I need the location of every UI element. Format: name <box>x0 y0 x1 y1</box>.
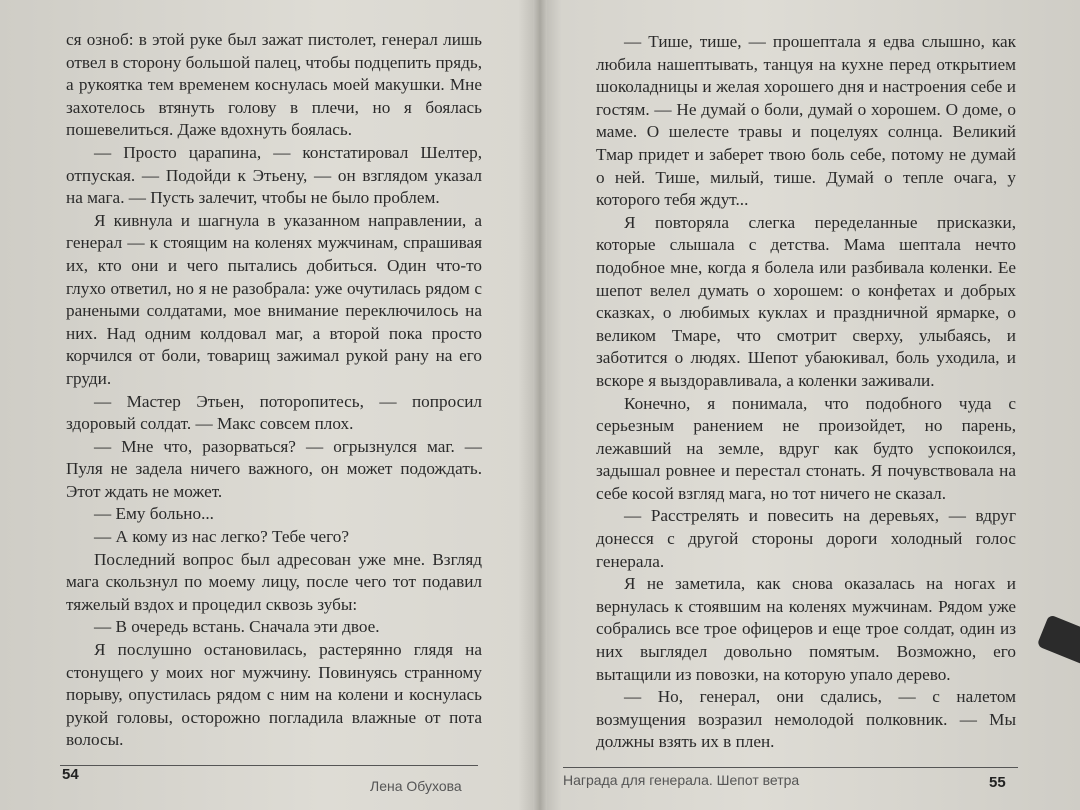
left-page <box>0 0 535 810</box>
paragraph: Последний вопрос был адресован уже мне. Взгляд мага скользнул по моему лицу, после чего тот подавил тяжелый вздох и процедил сквозь зубы: <box>66 549 482 614</box>
footer-divider <box>60 765 478 766</box>
paragraph: Я послушно остановилась, растерянно глядя на стонущего у моих ног мужчину. Повинуясь странному порыву, опустилась рядом с ним на колени и коснулась рукой головы, осторожно погладила влажные от пота волосы. <box>66 640 482 750</box>
page-number: 55 <box>989 774 1006 791</box>
paragraph: — Мастер Этьен, поторопитесь, — попросил здоровый солдат. — Макс совсем плох. <box>66 391 482 434</box>
left-page-text <box>66 29 482 752</box>
page-number: 54 <box>62 766 79 783</box>
paragraph: — Расстрелять и повесить на деревьях, — вдруг донесся с другой стороны дороги холодный голос генерала. <box>596 506 1016 571</box>
paragraph: — В очередь встань. Сначала эти двое. <box>94 617 380 637</box>
running-title: Лена Обухова <box>370 778 462 794</box>
paragraph: ся озноб: в этой руке был зажат пистолет, генерал лишь отвел в сторону большой палец, чтобы подцепить прядь, а рукоятка тем временем коснулась моей макушки. Мне захотелось втянуть голову в плечи, но я боялась пошевелиться. Даже вдохнуть боялась. <box>66 30 483 140</box>
paragraph: — Просто царапина, — констатировал Шелтер, отпуская. — Подойди к Этьену, — он взглядом указал на мага. — Пусть залечит, чтобы не было проблем. <box>66 142 482 208</box>
paragraph: — Но, генерал, они сдались, — с налетом возмущения возразил немолодой полковник. — Мы должны взять их в плен. <box>596 687 1016 752</box>
running-title: Награда для генерала. Шепот ветра <box>563 772 800 788</box>
right-page-text <box>596 31 1016 754</box>
paragraph: Я не заметила, как снова оказалась на ногах и вернулась к стоявшим на коленях мужчинам. Рядом уже собрались все трое офицеров и еще трое солдат, один из них выглядел довольно помятым. Возможно, его вытащили из повозки, на которую упало дерево. <box>596 574 1016 684</box>
paragraph: — Мне что, разорваться? — огрызнулся маг. — Пуля не задела ничего важного, он может подождать. Этот ждать не может. <box>66 436 482 501</box>
paragraph: — Тише, тише, — прошептала я едва слышно, как любила нашептывать, танцуя на кухне перед открытием шоколадницы и желая хорошего дня и настроения себе и гостям. — Не думай о боли, думай о хорошем. О доме, о маме. О шелесте травы и поцелуях солнца. Великий Тмар придет и заберет твою боль себе, потому не думай о ней. Тише, милый, тише. Думай о тепле очага, у которого тебя ждут... <box>596 32 1016 210</box>
paragraph: Я повторяла слегка переделанные присказки, которые слышала с детства. Мама шептала нечто подобное мне, когда я болела или разбивала коленки. Ее шепот велел думать о хорошем: о конфетах и добрых сказках, о любимых куклах и праздничной ярмарке, о великом Тмаре, что смотрит сверху, улыбаясь, и заботится о людях. Шепот убаюкивал, боль уходила, и вскоре я выздоравливала, а коленки заживали. <box>596 212 1016 390</box>
paragraph: — Ему больно... <box>94 504 214 524</box>
right-page <box>545 0 1080 810</box>
paragraph: — А кому из нас легко? Тебе чего? <box>94 527 350 547</box>
paragraph: Конечно, я понимала, что подобного чуда с серьезным ранением не произойдет, но парень, лежавший на земле, вдруг как будто успокоился, задышал ровнее и перестал стонать. Я почувствовала на себе косой взгляд мага, но тот ничего не сказал. <box>596 393 1016 503</box>
paragraph: Я кивнула и шагнула в указанном направлении, а генерал — к стоящим на коленях мужчинам, спрашивая их, кто они и чего пытались добиться. Один что-то глухо ответил, но я не разобрала: уже очутилась рядом с ранеными солдатами, мое внимание переключилось на них. Над одним колдовал маг, а второй пока просто корчился от боли, товарищ зажимал рукой рану на его груди. <box>66 210 482 388</box>
footer-divider <box>563 767 1018 768</box>
